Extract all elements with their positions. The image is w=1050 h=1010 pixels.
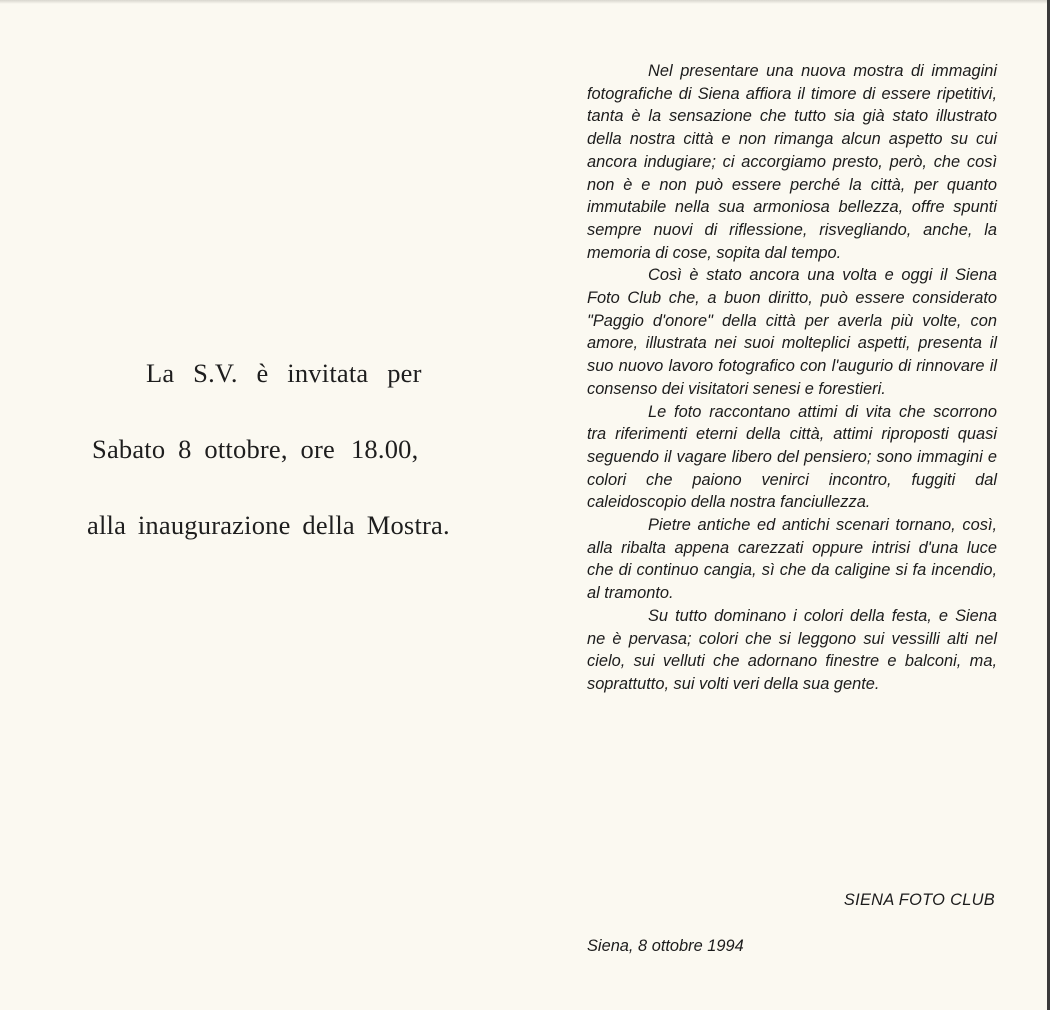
invitation-date: Sabato 8 ottobre, ore (92, 434, 335, 464)
invitation-line-2 (92, 434, 418, 465)
scan-edge (0, 0, 1050, 4)
paragraph: Le foto raccontano attimi di vita che scorrono tra riferimenti eterni della città, attimi riproposti quasi seguendo il vagare libero del pensiero; sono immagini e colori che paiono venirci incontro, fuggiti dal caleidoscopio della nostra fanciullezza. (587, 402, 997, 512)
dateline: Siena, 8 ottobre 1994 (587, 937, 744, 955)
invitation-line-3: alla inaugurazione della Mostra. (87, 510, 450, 540)
paragraph: Pietre antiche ed antichi scenari tornano, così, alla ribalta appena carezzati oppure intrisi d'una luce che di continuo cangia, sì che da caligine si fa incendio, al tramonto. (587, 516, 997, 603)
paragraph: Nel presentare una nuova mostra di immagini fotografiche di Siena affiora il timore di essere ripetitivi, tanta è la sensazione che tutto sia già stato illustrato della nostra città e non rimanga alcun aspetto su cui ancora indugiare; ci accorgiamo presto, però, che così non è e non può essere perché la città, per quanto immutabile nella sua armoniosa bellezza, offre spunti sempre nuovi di riflessione, risvegliando, anche, la memoria di cose, sopita dal tempo. (587, 62, 997, 262)
invitation-line-1: La S.V. è invitata per (146, 358, 422, 388)
paragraph: Su tutto dominano i colori della festa, e Siena ne è pervasa; colori che si leggono sui vessilli alti nel cielo, sui velluti che adornano finestre e balconi, ma, soprattutto, sui volti veri della sua gente. (587, 606, 997, 693)
paragraph: Così è stato ancora una volta e oggi il Siena Foto Club che, a buon diritto, può essere considerato "Paggio d'onore" della città per averla più volte, con amore, illustrata nei suoi molteplici aspetti, presenta il suo nuovo lavoro fotografico con l'augurio di rinnovare il consenso dei visitatori senesi e forestieri. (587, 266, 997, 398)
presentation-text (587, 60, 997, 696)
signature: SIENA FOTO CLUB (843, 891, 995, 909)
invitation-time: 18.00, (350, 434, 419, 464)
